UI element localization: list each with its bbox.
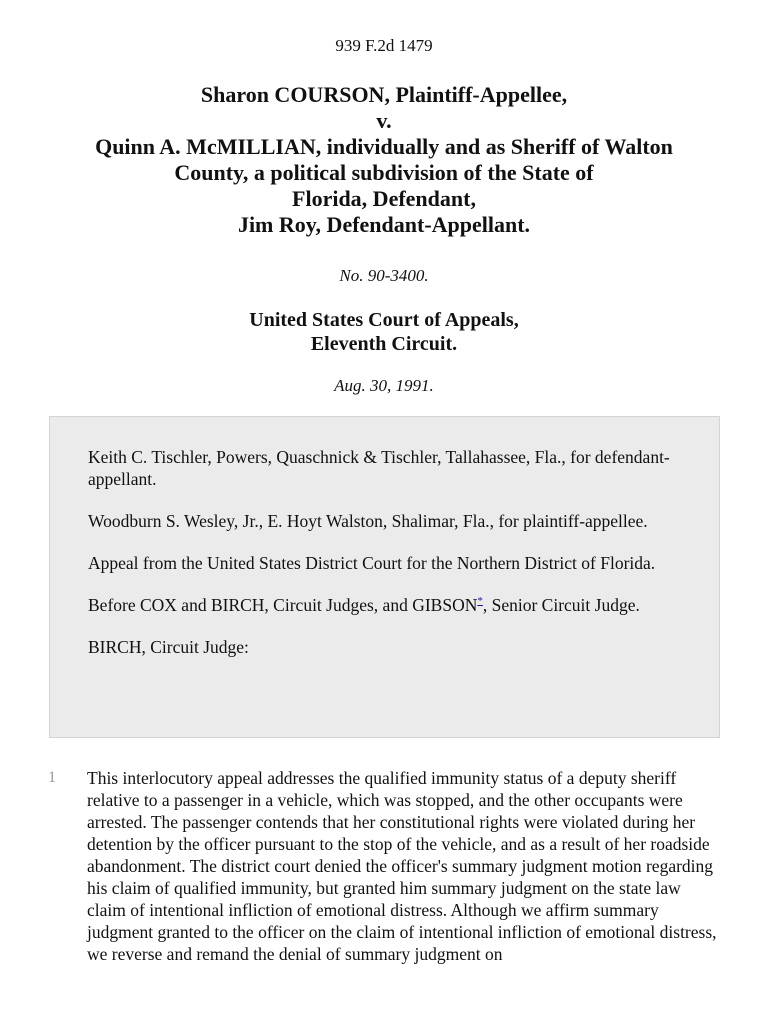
party-line: Jim Roy, Defendant-Appellant. <box>237 212 531 237</box>
panel-judges-suffix: , Senior Circuit Judge. <box>482 595 640 615</box>
court-name-line: Eleventh Circuit. <box>310 333 458 355</box>
case-parties <box>30 82 738 238</box>
court-name-line: United States Court of Appeals, <box>249 309 519 331</box>
footnote-link[interactable]: * <box>477 595 483 608</box>
party-line: Sharon COURSON, Plaintiff-Appellee, <box>200 82 568 107</box>
party-line: Florida, Defendant, <box>292 186 476 211</box>
counsel-appellee: Woodburn S. Wesley, Jr., E. Hoyt Walston, Shalimar, Fla., for plaintiff-appellee. <box>88 511 648 531</box>
panel-judges-prefix: Before COX and BIRCH, Circuit Judges, and GIBSON <box>88 595 478 615</box>
decision-date: Aug. 30, 1991. <box>334 376 434 395</box>
docket-number: No. 90-3400. <box>339 266 429 285</box>
court-name <box>0 308 768 356</box>
panel-judges <box>88 594 681 616</box>
party-line: Quinn A. McMILLIAN, individually and as Sheriff of Walton <box>95 134 673 159</box>
paragraph-text: This interlocutory appeal addresses the qualified immunity status of a deputy sheriff relative to a passenger in a vehicle, which was stopped, and the other occupants were arrested. The passenger contends that her constitutional rights were violated during her detention by the officer pursuant to the stop of the vehicle, and as a result of her roadside abandonment. The district court denied the officer's summary judgment motion regarding his claim of qualified immunity, but granted him summary judgment on the state law claim of intentional infliction of emotional distress. Although we affirm summary judgment granted to the officer on the claim of intentional infliction of emotional distress, we reverse and remand the denial of summary judgment on <box>87 768 717 964</box>
appeal-from: Appeal from the United States District Court for the Northern District of Florida. <box>88 553 656 573</box>
preliminary-box <box>49 416 720 738</box>
paragraph-number: 1 <box>48 769 56 786</box>
opinion-author: BIRCH, Circuit Judge: <box>88 637 249 657</box>
case-citation: 939 F.2d 1479 <box>335 36 433 55</box>
party-line: County, a political subdivision of the State of <box>174 160 594 185</box>
party-line: v. <box>376 108 392 133</box>
counsel-appellant: Keith C. Tischler, Powers, Quaschnick & Tischler, Tallahassee, Fla., for defendant-appellant. <box>88 447 670 489</box>
